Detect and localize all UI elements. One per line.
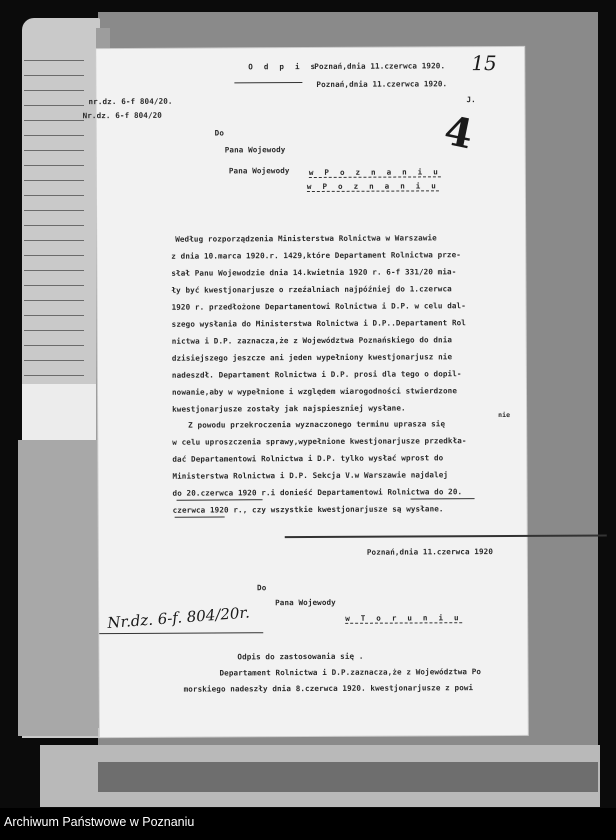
- handwritten-crossed-mark: 4: [440, 106, 477, 159]
- underline-deadline-2: [411, 498, 475, 499]
- date-line-2: Poznań,dnia 11.czerwca 1920.: [316, 79, 448, 89]
- second-addressee-do: Do: [257, 583, 267, 593]
- typed-letter-page: O d p i s Poznań,dnia 11.czerwca 1920. 15 Poznań,dnia 11.czerwca 1920. J. nr.dz. 6-f 804/20. Nr.dz. 6-f 804/20 4 Do Pana Wojewody Pana Wojewody w P o z n a n i u w P o z n a n i u Według rozporządzenia Ministerstwa Rolnictwa w Warszawie z dnia 10.marca 1920.r. 1429,które Departament Rolnictwa prze- słał Panu Wojewodzie dnia 14.kwietnia 1920 r. 6-f 331/20 mia- ły być kwestjonarjusze o rzeźalniach najpóźniej do 1.czerwca 1920 r. przedłożone Departamentowi Rolnictwa i D.P. w celu dal- szego wysłania do Ministerstwa Rolnictwa i D.P..Departament Rol nictwa i D.P. zaznacza,że z Województwa Poznańskiego do dnia dzisiejszego jeszcze ani jeden wypełniony kwestjonarjusz nie nadeszdł. Departament Rolnictwa i D.P. prosi dla tego o dopil- nowanie,aby w wypełnione i względem wiarogodności stwierdzone kwestjonarjusze zostały jak najspieszniej wysłane. nie Z powodu przekroczenia wyznaczonego terminu uprasza się w celu uproszczenia sprawy,wypełnione kwestjonarjusze przedkła- dać Departamentowi Rolnictwa i D.P. tylko wysłać wprost do Ministerstwa Rolnictwa i D.P. Sekcja V.w Warszawie najdalej do 20.czerwca 1920 r.i donieść Departamentowi Rolnictwa do 20. czerwca 1920 r., czy wszystkie kwestjonarjusze są wysłane. Poznań,dnia 11.czerwca 1920 Do Pana Wojewody w T o r u n i u Nr.dz. 6-f. 804/20r. Odpis do zastosowania się . Departament Rolnictwa i D.P.zaznacza,że z Województwa Po morskiego nadeszły dnia 8.czerwca 1920. kwestjonarjusze z powi: [96, 47, 528, 737]
- insertion-nie: nie: [498, 410, 511, 420]
- folder-label-patch: [22, 384, 96, 442]
- handwritten-reference: Nr.dz. 6-f. 804/20r.: [106, 603, 251, 633]
- initial-j: J.: [466, 95, 476, 105]
- odpis-underline: [234, 82, 302, 83]
- addressee-do: Do: [214, 128, 225, 138]
- underline-deadline-1: [177, 499, 263, 500]
- copy-note: Odpis do zastosowania się .: [237, 651, 364, 662]
- addressee-place-2: w P o z n a n i u: [306, 181, 440, 192]
- handwritten-page-number: 15: [471, 51, 497, 76]
- board-shadow-strip: [98, 762, 598, 792]
- date-line-1: Poznań,dnia 11.czerwca 1920.: [314, 61, 446, 71]
- handwritten-ref-underline: [99, 632, 263, 634]
- second-addressee-place: w T o r u n i u: [345, 613, 462, 623]
- archive-caption: Archiwum Państwowe w Poznaniu: [4, 815, 195, 829]
- reference-number-1: nr.dz. 6-f 804/20.: [88, 96, 173, 107]
- second-date: Poznań,dnia 11.czerwca 1920: [366, 547, 494, 557]
- addressee-place-1: w P o z n a n i u: [308, 167, 441, 178]
- reference-number-2: Nr.dz. 6-f 804/20: [82, 110, 162, 121]
- folder-ruled-lines: [24, 60, 84, 420]
- addressee-name-2: Pana Wojewody: [228, 166, 290, 176]
- underline-deadline-3: [175, 516, 225, 517]
- folder-lower-section: [18, 440, 98, 736]
- odpis-label: O d p i s: [248, 61, 319, 72]
- second-line-1: Departament Rolnictwa i D.P.zaznacza,że z Województwa Po: [219, 667, 482, 678]
- second-line-2: morskiego nadeszły dnia 8.czerwca 1920. kwestjonarjusze z powi: [183, 683, 474, 694]
- addressee-name-1: Pana Wojewody: [224, 145, 286, 155]
- second-addressee-name: Pana Wojewody: [275, 597, 336, 608]
